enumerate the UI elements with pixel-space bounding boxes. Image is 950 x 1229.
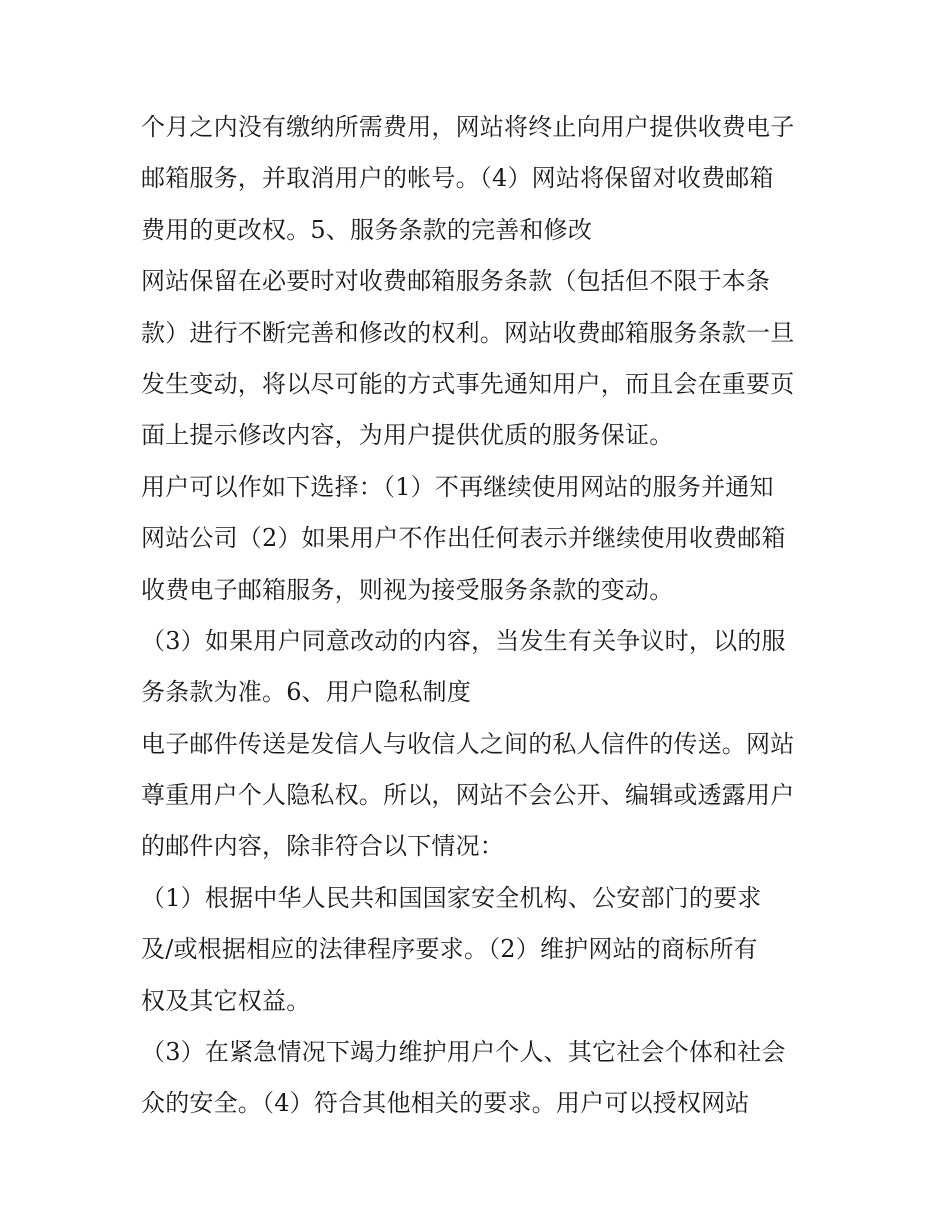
- text-line: 发生变动，将以尽可能的方式事先通知用户，而且会在重要页: [141, 369, 795, 398]
- text-line: 及/或根据相应的法律程序要求。（2）维护网站的商标所有: [141, 935, 758, 964]
- text-line: （1）根据中华人民共和国国家安全机构、公安部门的要求: [141, 883, 762, 912]
- text-line: 尊重用户个人隐私权。所以，网站不会公开、编辑或透露用户: [141, 781, 795, 810]
- text-line: 众的安全。（4）符合其他相关的要求。用户可以授权网站: [141, 1089, 750, 1118]
- document-body: [141, 102, 821, 1130]
- text-line: 费用的更改权。5、服务条款的完善和修改: [141, 215, 593, 244]
- text-line: 用户可以作如下选择：（1）不再继续使用网站的服务并通知: [141, 472, 774, 501]
- text-line: 收费电子邮箱服务，则视为接受服务条款的变动。: [141, 575, 674, 604]
- text-line: 邮箱服务，并取消用户的帐号。（4）网站将保留对收费邮箱: [141, 164, 774, 193]
- text-line: 网站保留在必要时对收费邮箱服务条款（包括但不限于本条: [141, 267, 771, 296]
- text-line: 个月之内没有缴纳所需费用，网站将终止向用户提供收费电子: [141, 113, 795, 141]
- text-line: （3）如果用户同意改动的内容，当发生有关争议时，以的服: [141, 626, 786, 655]
- text-line: （3）在紧急情况下竭力维护用户个人、其它社会个体和社会: [141, 1038, 786, 1067]
- text-line: 权及其它权益。: [141, 986, 311, 1015]
- text-line: 的邮件内容，除非符合以下情况：: [141, 832, 504, 861]
- text-line: 款）进行不断完善和修改的权利。网站收费邮箱服务条款一旦: [141, 318, 795, 347]
- text-line: 面上提示修改内容，为用户提供优质的服务保证。: [141, 421, 674, 450]
- text-line: 网站公司（2）如果用户不作出任何表示并继续使用收费邮箱: [141, 524, 786, 553]
- text-line: 电子邮件传送是发信人与收信人之间的私人信件的传送。网站: [141, 729, 795, 758]
- text-line: 务条款为准。6、用户隐私制度: [141, 678, 472, 707]
